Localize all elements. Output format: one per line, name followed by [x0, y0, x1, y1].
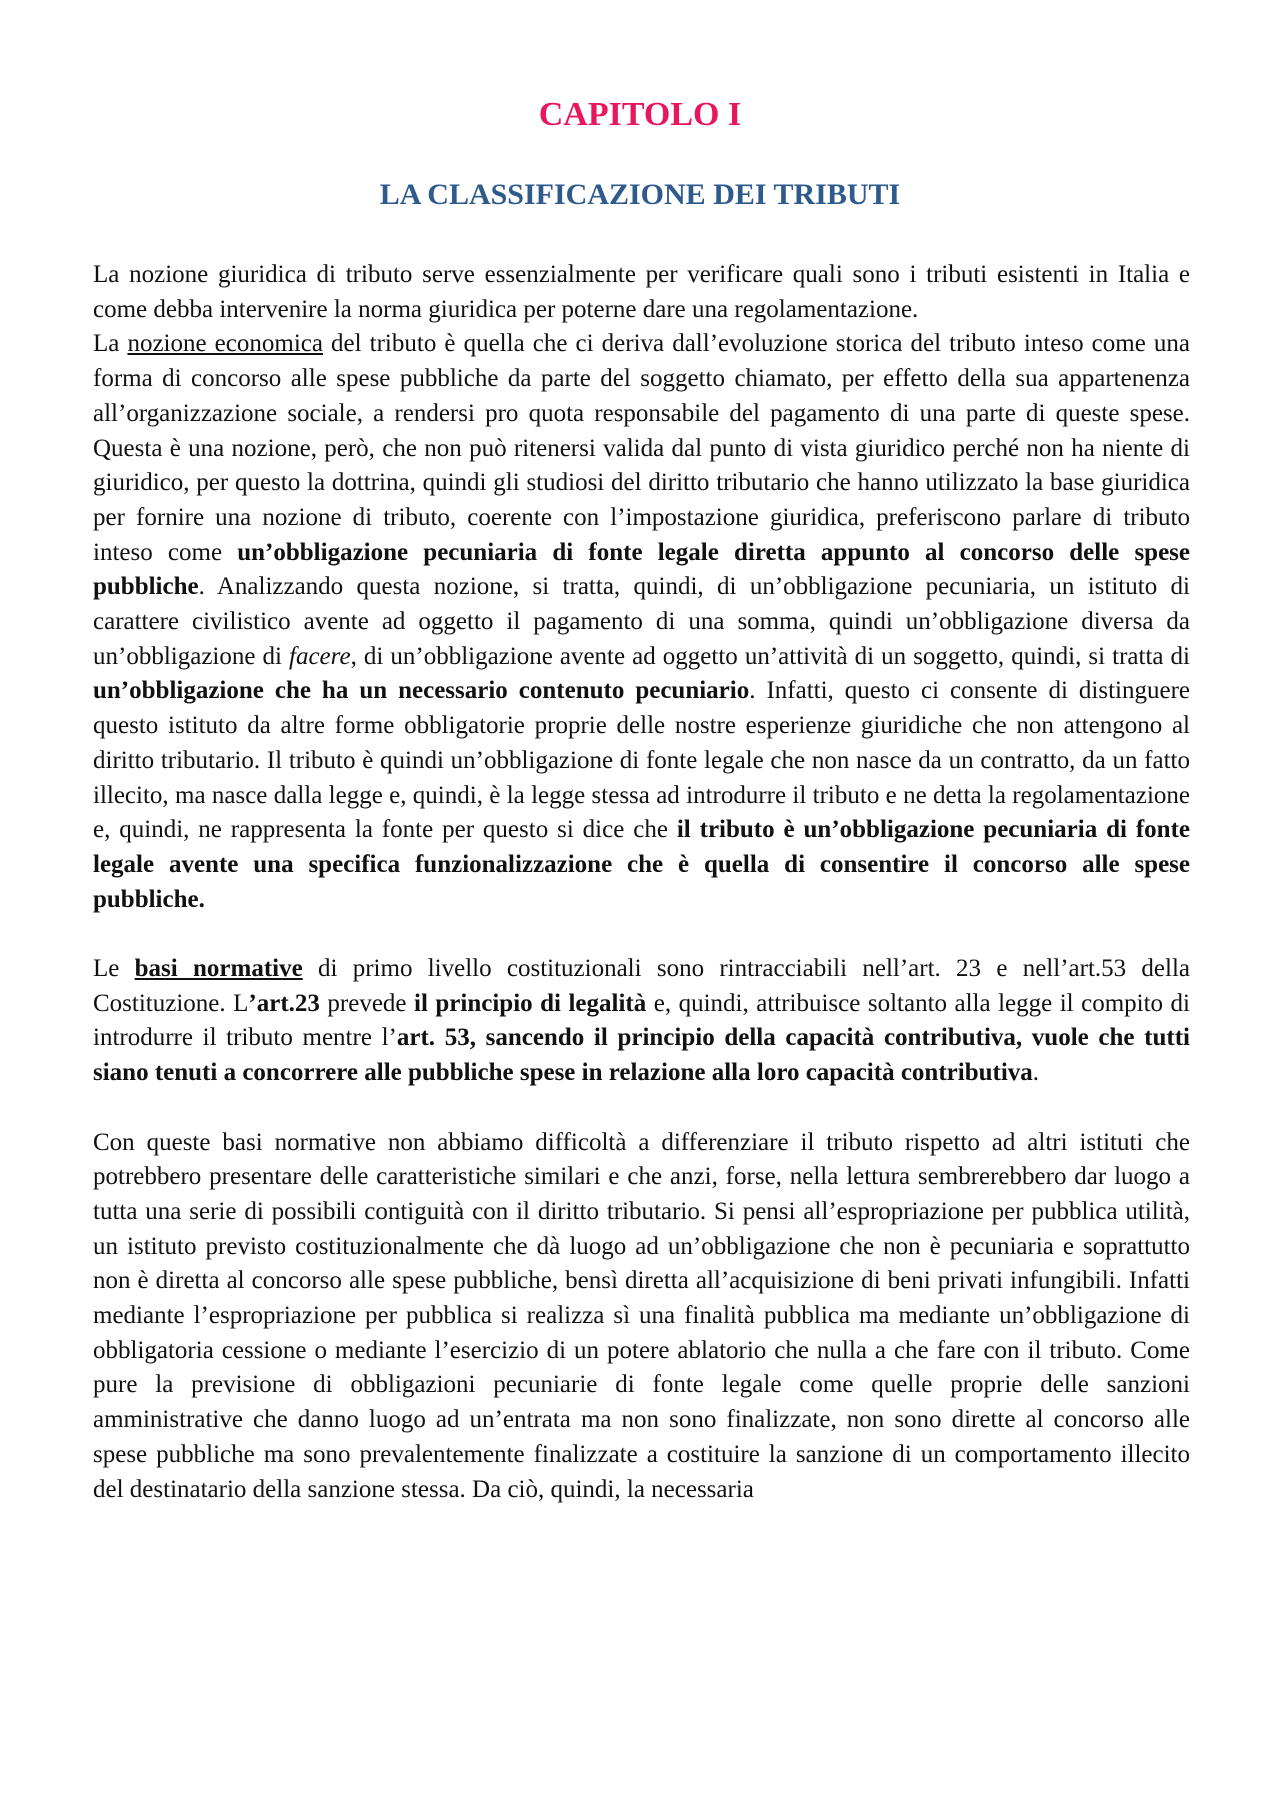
text-run: La: [93, 330, 128, 358]
text-run: , di un’obbligazione avente ad oggetto un’attività di un soggetto, quindi, si tratta di: [350, 642, 1190, 670]
bold-article-23: ’art.23: [248, 989, 320, 1017]
paragraph-4: Con queste basi normative non abbiamo difficoltà a differenziare il tributo rispetto ad altri istituti che potrebbero presentare delle caratteristiche similari e che anzi, forse, nella lettura sembrerebbero dar luogo a tutta una serie di possibili contiguità con il diritto tributario. Si pensi all’espropriazione per pubblica utilità, un istituto previsto costituzionalmente che dà luogo ad un’obbligazione che non è pecuniaria e soprattutto non è diretta al concorso alle spese pubbliche, bensì diretta all’acquisizione di beni privati infungibili. Infatti mediante l’espropriazione per pubblica si realizza sì una finalità pubblica ma mediante un’obbligazione di obbligatoria cessione o mediante l’esercizio di un potere ablatorio che nulla a che fare con il tributo. Come pure la previsione di obbligazioni pecuniarie di fonte legale come quelle proprie delle sanzioni amministrative che danno luogo ad un’entrata ma non sono finalizzate, non sono dirette al concorso alle spese pubbliche ma sono prevalentemente finalizzate a costituire la sanzione di un comportamento illecito del destinatario della sanzione stessa. Da ciò, quindi, la necessaria: [93, 1128, 1190, 1503]
bold-underlined-term: basi normative: [134, 955, 303, 983]
chapter-title: LA CLASSIFICAZIONE DEI TRIBUTI: [379, 178, 901, 211]
text-run: di primo livello costituzionali sono rintracciabili nell’art. 23 e nell’art.53 della Costituzione. L: [93, 955, 1190, 1017]
text-run: e, quindi, attribuisce soltanto alla legge il compito di introdurre il tributo mentre l’: [93, 989, 1190, 1052]
text-run: Le: [93, 955, 135, 983]
text-run: . Infatti, questo ci consente di distinguere questo istituto da altre forme obbligatorie proprie delle nostre esperienze giuridiche che non attengono al diritto tributario. Il tributo è quindi un’obbligazione di fonte legale che non nasce da un contratto, da un fatto illecito, ma nasce dalla legge e, quindi, è la legge stessa ad introdurre il tributo e ne detta la regolamentazione e, quindi, ne rappresenta la fonte per questo si dice che: [93, 677, 1190, 844]
bold-statement: un’obbligazione che ha un necessario contenuto pecuniario: [93, 677, 750, 705]
paragraph-3: [93, 952, 1190, 1091]
text-run: del tributo è quella che ci deriva dall’evoluzione storica del tributo inteso come una forma di concorso alle spese pubbliche da parte del soggetto chiamato, per effetto della sua appartenenza all’organizzazione sociale, a rendersi pro quota responsabile del pagamento di una parte di queste spese. Questa è una nozione, però, che non può ritenersi valida dal punto di vista giuridico perché non ha niente di giuridico, per questo la dottrina, quindi gli studiosi del diritto tributario che hanno utilizzato la base giuridica per fornire una nozione di tributo, coerente con l’impostazione giuridica, preferiscono parlare di tributo inteso come: [93, 330, 1190, 566]
document-body: [93, 258, 1190, 1507]
paragraph-2: [93, 327, 1190, 917]
chapter-heading: CAPITOLO I: [538, 96, 742, 133]
bold-conclusion: il tributo è un’obbligazione pecuniaria di fonte legale avente una specifica funzionalizzazione che è quella di consentire il concorso alle spese pubbliche.: [93, 816, 1190, 913]
text-run: . Analizzando questa nozione, si tratta, quindi, di un’obbligazione pecuniaria, un istituto di carattere civilistico avente ad oggetto il pagamento di una somma, quindi un’obbligazione diversa da un’obbligazione di: [93, 573, 1190, 670]
text-run: .: [1032, 1059, 1040, 1087]
italic-term: facere: [289, 642, 351, 670]
bold-principle-legality: il principio di legalità: [414, 989, 647, 1017]
paragraph-1: La nozione giuridica di tributo serve essenzialmente per verificare quali sono i tributi esistenti in Italia e come debba intervenire la norma giuridica per poterne dare una regolamentazione.: [93, 261, 1190, 323]
bold-definition: un’obbligazione pecuniaria di fonte legale diretta appunto al concorso delle spese pubbliche: [93, 538, 1190, 601]
bold-article-53: art. 53, sancendo il principio della capacità contributiva, vuole che tutti siano tenuti a concorrere alle pubbliche spese in relazione alla loro capacità contributiva: [93, 1024, 1190, 1087]
underlined-term: nozione economica: [127, 330, 323, 358]
text-run: prevede: [319, 989, 415, 1017]
